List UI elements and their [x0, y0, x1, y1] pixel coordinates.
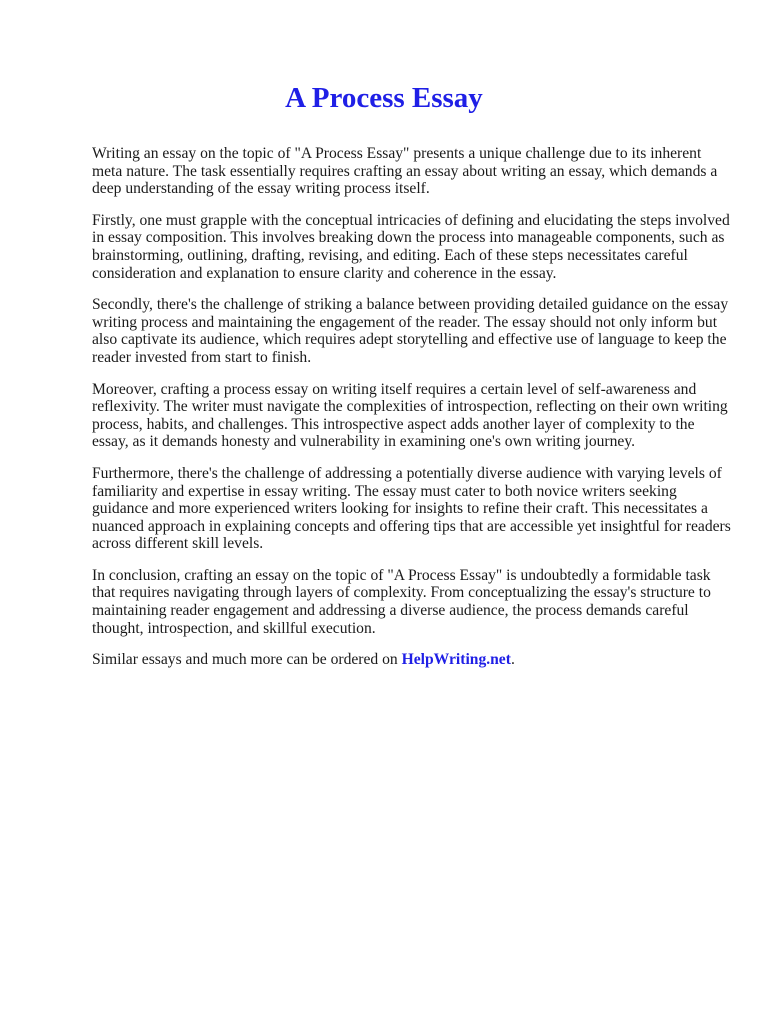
footer-prefix: Similar essays and much more can be ordered on	[92, 651, 402, 669]
essay-body	[92, 145, 732, 683]
helpwriting-link[interactable]: HelpWriting.net	[401, 651, 511, 669]
footer-suffix: .	[510, 651, 515, 669]
paragraph-conclusion: In conclusion, crafting an essay on the topic of "A Process Essay" is undoubtedly a formidable task that requires navigating through layers of complexity. From conceptualizing the essay's structure to maintaining reader engagement and addressing a diverse audience, the process demands careful thought, introspection, and skillful execution.	[92, 566, 711, 637]
paragraph-secondly: Secondly, there's the challenge of striking a balance between providing detailed guidance on the essay writing process and maintaining the engagement of the reader. The essay should not only inform but also captivate its audience, which requires adept storytelling and effective use of language to keep the reader invested from start to finish.	[92, 296, 729, 366]
paragraph-firstly: Firstly, one must grapple with the conceptual intricacies of defining and elucidating the steps involved in essay composition. This involves breaking down the process into manageable components, such as brainstorming, outlining, drafting, revising, and editing. Each of these steps necessitates careful consideration and explanation to ensure clarity and coherence in the essay.	[92, 211, 730, 282]
paragraph-intro: Writing an essay on the topic of "A Process Essay" presents a unique challenge due to its inherent meta nature. The task essentially requires crafting an essay about writing an essay, which demands a deep understanding of the essay writing process itself.	[92, 145, 718, 198]
paragraph-moreover: Moreover, crafting a process essay on writing itself requires a certain level of self-awareness and reflexivity. The writer must navigate the complexities of introspection, reflecting on their own writing process, habits, and challenges. This introspective aspect adds another layer of complexity to the essay, as it demands honesty and vulnerability in examining one's own writing journey.	[92, 380, 728, 451]
page-title: A Process Essay	[285, 82, 483, 114]
paragraph-furthermore: Furthermore, there's the challenge of addressing a potentially diverse audience with varying levels of familiarity and expertise in essay writing. The essay must cater to both novice writers seeking guidance and more experienced writers looking for insights to refine their craft. This necessitates a nuanced approach in explaining concepts and offering tips that are accessible yet insightful for readers across different skill levels.	[92, 464, 731, 553]
footer-line	[92, 651, 732, 669]
